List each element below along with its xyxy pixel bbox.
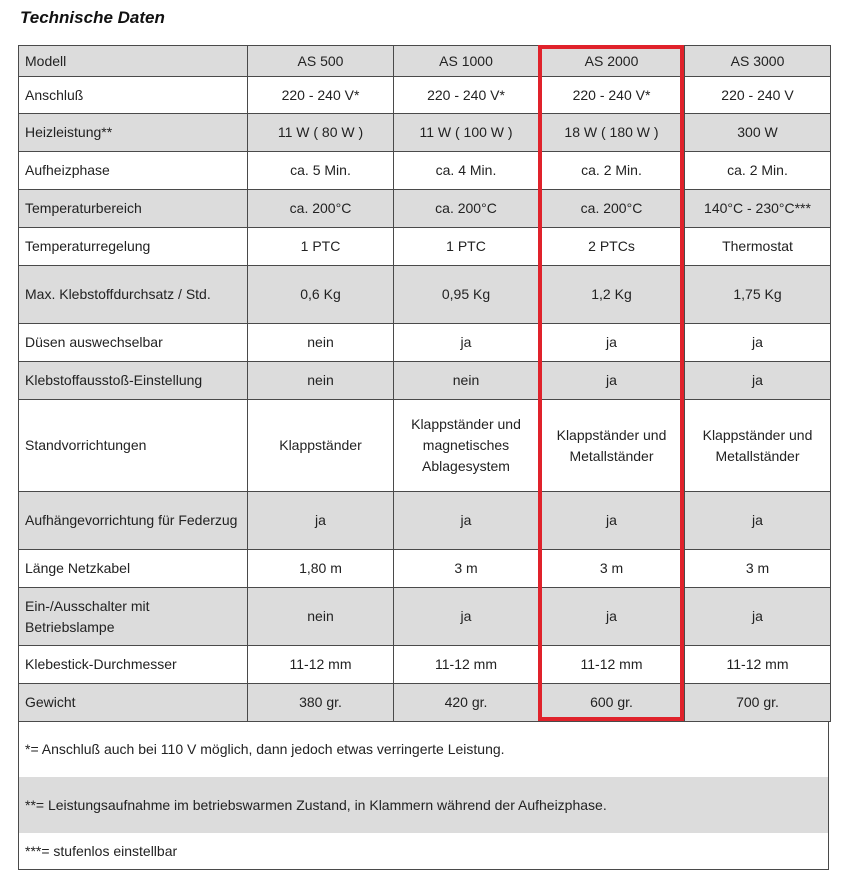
footnote: ***= stufenlos einstellbar bbox=[25, 843, 178, 859]
table-row bbox=[19, 190, 831, 228]
row-label: Klebestick-Durchmesser bbox=[19, 646, 248, 684]
table-row bbox=[19, 324, 831, 362]
value-cell: 11 W ( 100 W ) bbox=[394, 114, 539, 152]
row-label: Ein-/Ausschalter mit Betriebslampe bbox=[19, 588, 248, 646]
value-cell: Klappständer und Metallständer bbox=[539, 400, 685, 492]
value-cell: ca. 200°C bbox=[539, 190, 685, 228]
value-cell: 1 PTC bbox=[394, 228, 539, 266]
spec-table bbox=[18, 45, 831, 722]
value-cell: 0,95 Kg bbox=[394, 266, 539, 324]
table-row bbox=[19, 152, 831, 190]
value-cell: ja bbox=[394, 492, 539, 550]
table-row bbox=[19, 266, 831, 324]
value-cell: ja bbox=[685, 492, 831, 550]
row-label: Heizleistung** bbox=[19, 114, 248, 152]
row-label: Düsen auswechselbar bbox=[19, 324, 248, 362]
value-cell: ca. 2 Min. bbox=[685, 152, 831, 190]
table-row bbox=[19, 684, 831, 722]
value-cell: 18 W ( 180 W ) bbox=[539, 114, 685, 152]
value-cell: ja bbox=[248, 492, 394, 550]
value-cell: ja bbox=[539, 588, 685, 646]
value-cell: ja bbox=[539, 362, 685, 400]
value-cell: nein bbox=[248, 588, 394, 646]
row-label: Max. Klebstoffdurchsatz / Std. bbox=[19, 266, 248, 324]
value-cell: ja bbox=[539, 492, 685, 550]
value-cell: 220 - 240 V* bbox=[248, 77, 394, 114]
value-cell: nein bbox=[394, 362, 539, 400]
value-cell: ja bbox=[394, 324, 539, 362]
row-label: Temperaturbereich bbox=[19, 190, 248, 228]
value-cell: 3 m bbox=[394, 550, 539, 588]
value-cell: 11-12 mm bbox=[394, 646, 539, 684]
value-cell: 600 gr. bbox=[539, 684, 685, 722]
table-row bbox=[19, 114, 831, 152]
value-cell: 11-12 mm bbox=[539, 646, 685, 684]
table-row bbox=[19, 77, 831, 114]
footnotes bbox=[18, 721, 829, 870]
row-label: Aufheizphase bbox=[19, 152, 248, 190]
table-row bbox=[19, 400, 831, 492]
header-cell: AS 2000 bbox=[539, 46, 685, 77]
value-cell: 140°C - 230°C*** bbox=[685, 190, 831, 228]
value-cell: 11-12 mm bbox=[685, 646, 831, 684]
header-cell: Modell bbox=[19, 46, 248, 77]
value-cell: ca. 5 Min. bbox=[248, 152, 394, 190]
value-cell: nein bbox=[248, 362, 394, 400]
value-cell: 220 - 240 V* bbox=[394, 77, 539, 114]
header-cell: AS 3000 bbox=[685, 46, 831, 77]
table-header-row bbox=[19, 46, 831, 77]
table-row bbox=[19, 588, 831, 646]
value-cell: ja bbox=[394, 588, 539, 646]
value-cell: 420 gr. bbox=[394, 684, 539, 722]
footnote: **= Leistungsaufnahme im betriebswarmen Zustand, in Klammern während der Aufheizphase. bbox=[19, 777, 828, 833]
value-cell: Klappständer bbox=[248, 400, 394, 492]
row-label: Gewicht bbox=[19, 684, 248, 722]
footnote: *= Anschluß auch bei 110 V möglich, dann jedoch etwas verringerte Leistung. bbox=[25, 741, 505, 757]
row-label: Standvorrichtungen bbox=[19, 400, 248, 492]
row-label: Klebstoffausstoß-Einstellung bbox=[19, 362, 248, 400]
value-cell: ca. 200°C bbox=[248, 190, 394, 228]
header-cell: AS 1000 bbox=[394, 46, 539, 77]
value-cell: 380 gr. bbox=[248, 684, 394, 722]
row-label: Temperaturregelung bbox=[19, 228, 248, 266]
table-row bbox=[19, 646, 831, 684]
value-cell: 11-12 mm bbox=[248, 646, 394, 684]
value-cell: Klappständer und Metallständer bbox=[685, 400, 831, 492]
row-label: Anschluß bbox=[19, 77, 248, 114]
value-cell: 1,2 Kg bbox=[539, 266, 685, 324]
table-row bbox=[19, 550, 831, 588]
value-cell: 300 W bbox=[685, 114, 831, 152]
value-cell: 700 gr. bbox=[685, 684, 831, 722]
value-cell: 1,80 m bbox=[248, 550, 394, 588]
value-cell: ja bbox=[685, 362, 831, 400]
value-cell: 3 m bbox=[685, 550, 831, 588]
value-cell: ja bbox=[685, 588, 831, 646]
value-cell: 11 W ( 80 W ) bbox=[248, 114, 394, 152]
value-cell: ca. 4 Min. bbox=[394, 152, 539, 190]
value-cell: Thermostat bbox=[685, 228, 831, 266]
table-row bbox=[19, 492, 831, 550]
value-cell: 1,75 Kg bbox=[685, 266, 831, 324]
value-cell: ca. 2 Min. bbox=[539, 152, 685, 190]
table-row bbox=[19, 228, 831, 266]
value-cell: 2 PTCs bbox=[539, 228, 685, 266]
value-cell: 3 m bbox=[539, 550, 685, 588]
value-cell: 220 - 240 V bbox=[685, 77, 831, 114]
value-cell: ja bbox=[539, 324, 685, 362]
value-cell: 220 - 240 V* bbox=[539, 77, 685, 114]
table-row bbox=[19, 362, 831, 400]
value-cell: Klappständer und magnetisches Ablagesystem bbox=[394, 400, 539, 492]
value-cell: 0,6 Kg bbox=[248, 266, 394, 324]
page-title: Technische Daten bbox=[20, 8, 165, 27]
header-cell: AS 500 bbox=[248, 46, 394, 77]
value-cell: 1 PTC bbox=[248, 228, 394, 266]
value-cell: ja bbox=[685, 324, 831, 362]
row-label: Aufhängevorrichtung für Federzug bbox=[19, 492, 248, 550]
row-label: Länge Netzkabel bbox=[19, 550, 248, 588]
value-cell: nein bbox=[248, 324, 394, 362]
value-cell: ca. 200°C bbox=[394, 190, 539, 228]
